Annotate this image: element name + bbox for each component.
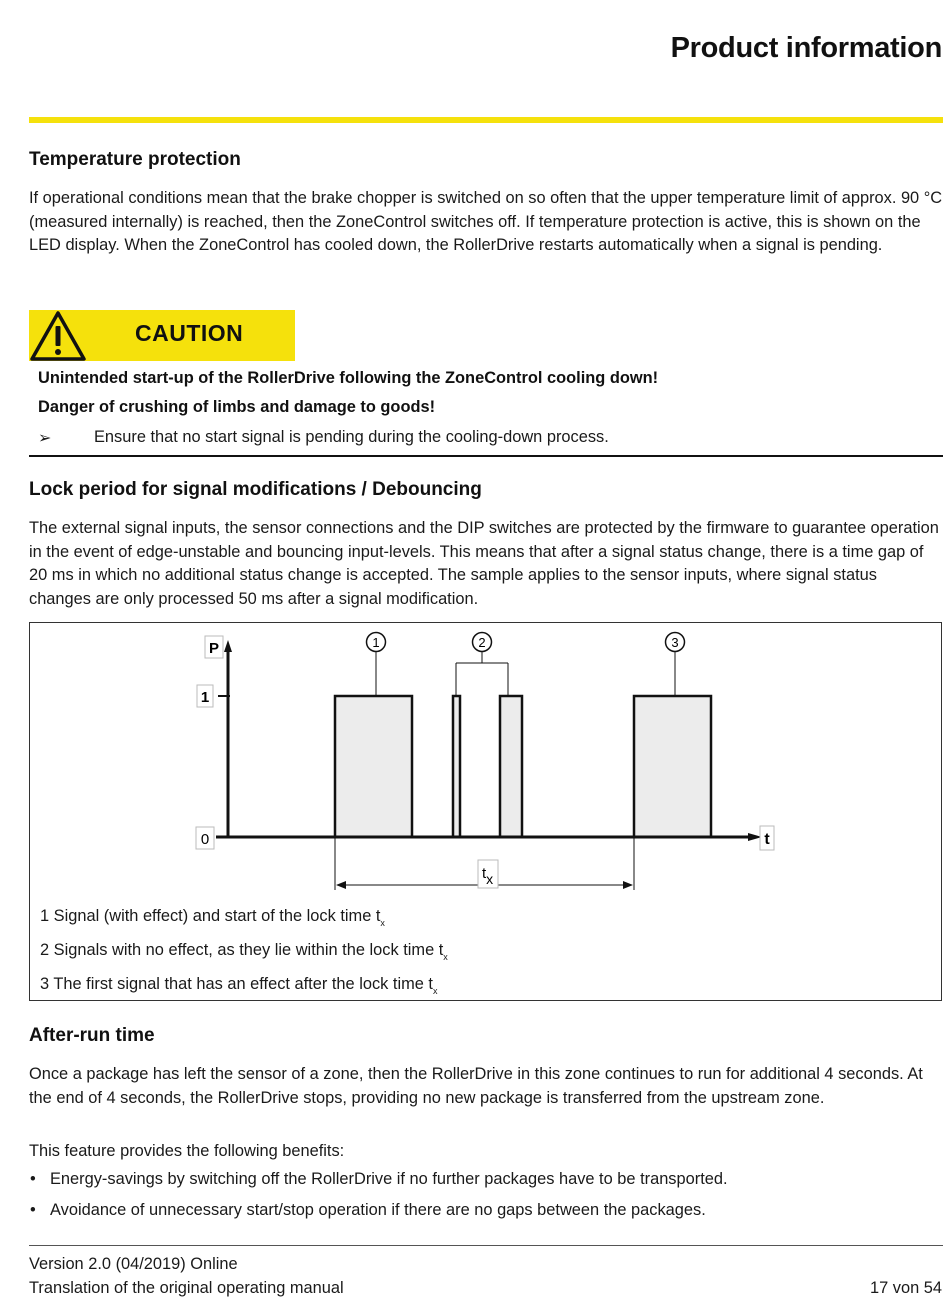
y-tick-low-label: 0 (200, 831, 210, 848)
y-tick-high-label: 1 (200, 689, 210, 706)
afterrun-paragraph: Once a package has left the sensor of a zone, then the RollerDrive in this zone continues to run for additional 4 seconds. At the end of 4 seconds, the RollerDrive stops, providing no new package is transferred from the upstream zone. (29, 1065, 923, 1107)
x-axis-label: t (764, 831, 770, 848)
benefit-item: Energy-savings by switching off the RollerDrive if no further packages have to be transported. (50, 1170, 728, 1188)
benefit-item: Avoidance of unnecessary start/stop operation if there are no gaps between the packages. (50, 1201, 706, 1219)
caution-hazard: Unintended start-up of the RollerDrive following the ZoneControl cooling down! (38, 369, 659, 387)
caution-label: CAUTION (135, 320, 244, 346)
signal-pulse-1 (335, 696, 412, 837)
caution-rule (29, 455, 943, 457)
bullet-icon: • (30, 1201, 36, 1219)
page-number: 17 von 54 (870, 1279, 942, 1297)
callout-3: 3 (671, 635, 679, 650)
signal-pulse-2a (453, 696, 460, 837)
caution-instruction: Ensure that no start signal is pending during the cooling-down process. (94, 428, 609, 446)
callout-1: 1 (372, 635, 380, 650)
lock-paragraph: The external signal inputs, the sensor connections and the DIP switches are protected by the firmware to guarantee operation in the event of edge-unstable and bouncing input-levels. This means that after a signal status change, there is a time gap of 20 ms in which no additional status change is accepted. The sample applies to the sensor inputs, where signal status changes are only processed 50 ms after a signal modification. (29, 519, 939, 608)
footer-translation: Translation of the original operating manual (29, 1279, 344, 1297)
callout-2: 2 (478, 635, 486, 650)
span-label: t (482, 865, 487, 882)
signal-diagram (190, 630, 790, 895)
footer-rule (29, 1245, 943, 1246)
temperature-heading: Temperature protection (29, 149, 241, 170)
signal-pulse-3 (634, 696, 711, 837)
header-rule (29, 117, 943, 123)
bullet-icon: • (30, 1170, 36, 1188)
span-label-sub: x (486, 871, 494, 887)
signal-pulse-2b (500, 696, 522, 837)
temperature-paragraph: If operational conditions mean that the brake chopper is switched on so often that the upper temperature limit of approx. 90 °C (measured internally) is reached, then the ZoneControl switches off. If temperature protection is active, this is shown on the LED display. When the ZoneControl has cooled down, the RollerDrive restarts automatically when a signal is pending. (29, 189, 943, 254)
legend-item-2: 2 Signals with no effect, as they lie within the lock time $t_x$ (40, 941, 448, 962)
legend-item-1: 1 Signal (with effect) and start of the lock time $t_x$ (40, 907, 385, 928)
afterrun-heading: After-run time (29, 1025, 155, 1046)
benefits-intro: This feature provides the following benefits: (29, 1142, 345, 1160)
footer-version: Version 2.0 (04/2019) Online (29, 1255, 238, 1273)
legend-item-3: 3 The first signal that has an effect after the lock time $t_x$ (40, 975, 438, 996)
arrow-bullet-icon: ➢ (38, 430, 52, 447)
caution-consequence: Danger of crushing of limbs and damage to goods! (38, 398, 436, 416)
y-axis-arrow (224, 640, 232, 652)
y-axis-label: P (208, 640, 220, 657)
lock-heading: Lock period for signal modifications / Debouncing (29, 479, 482, 500)
page-title: Product information (670, 32, 942, 64)
warning-triangle-icon (29, 310, 87, 361)
